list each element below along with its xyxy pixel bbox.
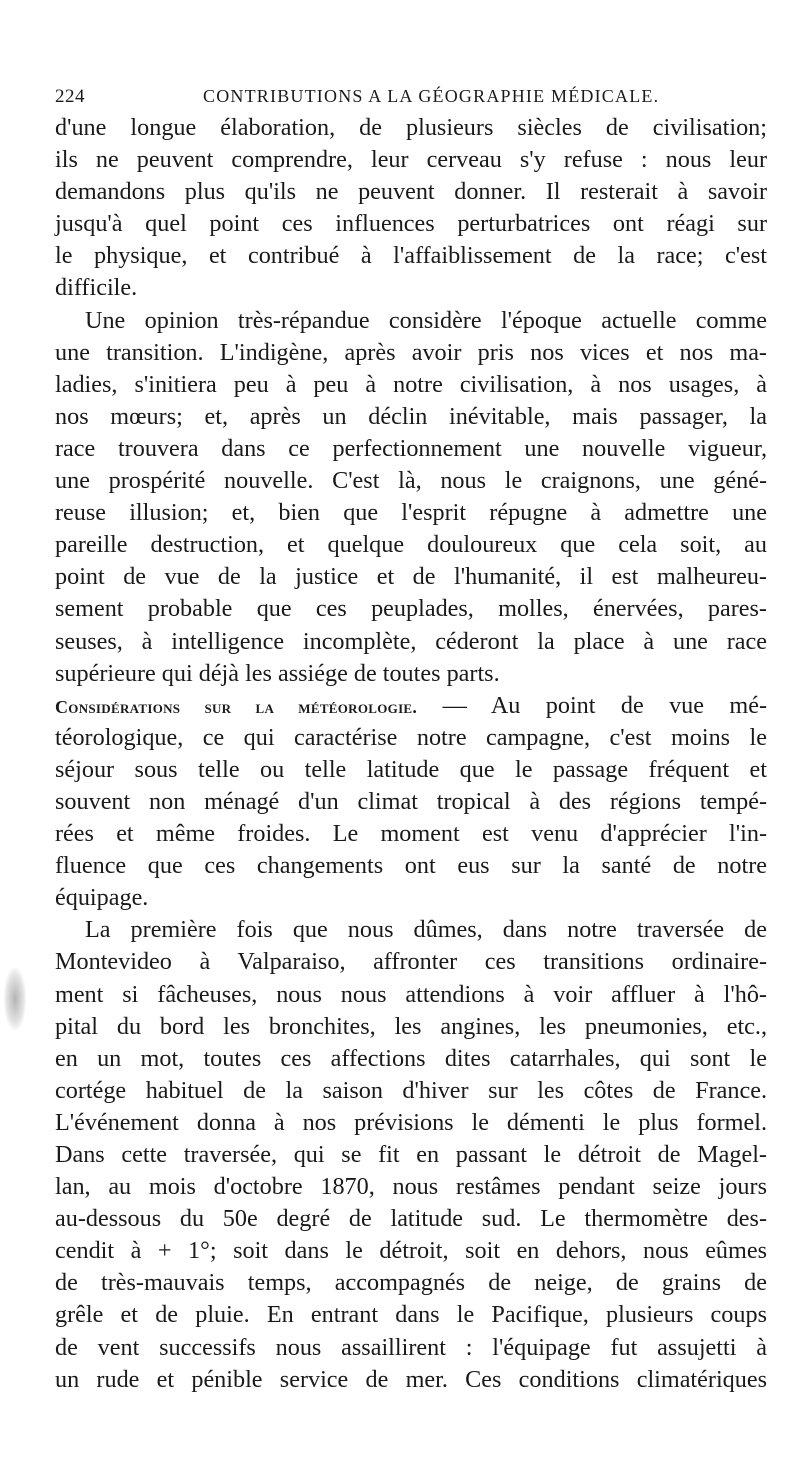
text-line: d'une longue élaboration, de plusieurs siècles de civilisation; <box>55 114 767 141</box>
paragraph <box>55 690 767 915</box>
body-text <box>55 112 767 1396</box>
text-line: ladies, s'initiera peu à peu à notre civilisation, à nos usages, à <box>55 370 767 398</box>
text-line: souvent non ménagé d'un climat tropical à des régions tempé- <box>55 787 767 815</box>
text-line: rées et même froides. Le moment est venu d'apprécier l'in- <box>55 820 767 848</box>
paragraph <box>55 305 767 690</box>
text-line: Montevideo à Valparaiso, affronter ces transitions ordinaire- <box>55 948 767 976</box>
book-page <box>55 78 767 1396</box>
text-line: demandons plus qu'ils ne peuvent donner. Il resterait à savoir <box>55 178 767 206</box>
text-line: La première fois que nous dûmes, dans notre traversée de <box>85 916 767 944</box>
ink-stain <box>4 968 26 1030</box>
text-line: séjour sous telle ou telle latitude que le passage fréquent et <box>55 755 767 783</box>
text-line: point de vue de la justice et de l'humanité, il est malheureu- <box>55 563 767 591</box>
text-line: sement probable que ces peuplades, molles, énervées, pares- <box>55 595 767 623</box>
running-title: CONTRIBUTIONS A LA GÉOGRAPHIE MÉDICALE. <box>203 86 660 106</box>
text-line: le physique, et contribué à l'affaiblissement de la race; c'est <box>55 242 767 270</box>
text-line: seuses, à intelligence incomplète, céderont la place à une race <box>55 627 767 655</box>
text-line: reuse illusion; et, bien que l'esprit répugne à admettre une <box>55 499 767 527</box>
paragraph <box>55 112 767 305</box>
text-run: — Au point de vue mé- <box>417 691 768 719</box>
text-line: Une opinion très-répandue considère l'époque actuelle comme <box>85 306 767 334</box>
paragraph <box>55 914 767 1395</box>
text-line: L'événement donna à nos prévisions le démenti le plus formel. <box>55 1108 767 1136</box>
page-number: 224 <box>55 86 85 107</box>
text-line: pareille destruction, et quelque douloureux que cela soit, au <box>55 531 767 559</box>
text-line: au-dessous du 50e degré de latitude sud. Le thermomètre des- <box>55 1205 767 1233</box>
text-line: de vent successifs nous assaillirent : l'équipage fut assujetti à <box>55 1333 767 1361</box>
text-line: pital du bord les bronchites, les angines, les pneumonies, etc., <box>55 1012 767 1040</box>
text-line: une transition. L'indigène, après avoir pris nos vices et nos ma- <box>55 338 767 366</box>
text-line: cortége habituel de la saison d'hiver sur les côtes de France. <box>55 1076 767 1104</box>
running-head <box>55 78 767 112</box>
text-line: équipage. <box>55 884 149 912</box>
text-line: nos mœurs; et, après un déclin inévitable, mais passager, la <box>55 402 767 430</box>
text-line: téorologique, ce qui caractérise notre campagne, c'est moins le <box>55 723 767 751</box>
text-line: grêle et de pluie. En entrant dans le Pacifique, plusieurs coups <box>55 1301 767 1329</box>
text-line: difficile. <box>55 274 138 302</box>
text-line: ment si fâcheuses, nous nous attendions à voir affluer à l'hô- <box>55 980 767 1008</box>
text-line: un rude et pénible service de mer. Ces conditions climatériques <box>55 1365 767 1393</box>
text-line: en un mot, toutes ces affections dites catarrhales, qui sont le <box>55 1044 767 1072</box>
text-line: jusqu'à quel point ces influences perturbatrices ont réagi sur <box>55 210 767 238</box>
section-heading: Considérations sur la météorologie. <box>55 696 418 717</box>
text-line: supérieure qui déjà les assiége de toutes parts. <box>55 659 500 687</box>
text-line: lan, au mois d'octobre 1870, nous restâmes pendant seize jours <box>55 1173 767 1201</box>
text-line: de très-mauvais temps, accompagnés de neige, de grains de <box>55 1269 767 1297</box>
text-line: ils ne peuvent comprendre, leur cerveau s'y refuse : nous leur <box>55 146 767 174</box>
text-line: cendit à + 1°; soit dans le détroit, soit en dehors, nous eûmes <box>55 1237 767 1265</box>
text-line: fluence que ces changements ont eus sur la santé de notre <box>55 852 767 880</box>
text-line <box>55 690 767 722</box>
text-line: race trouvera dans ce perfectionnement une nouvelle vigueur, <box>55 434 767 462</box>
text-line: Dans cette traversée, qui se fit en passant le détroit de Magel- <box>55 1141 767 1168</box>
text-line: une prospérité nouvelle. C'est là, nous le craignons, une géné- <box>55 467 767 495</box>
